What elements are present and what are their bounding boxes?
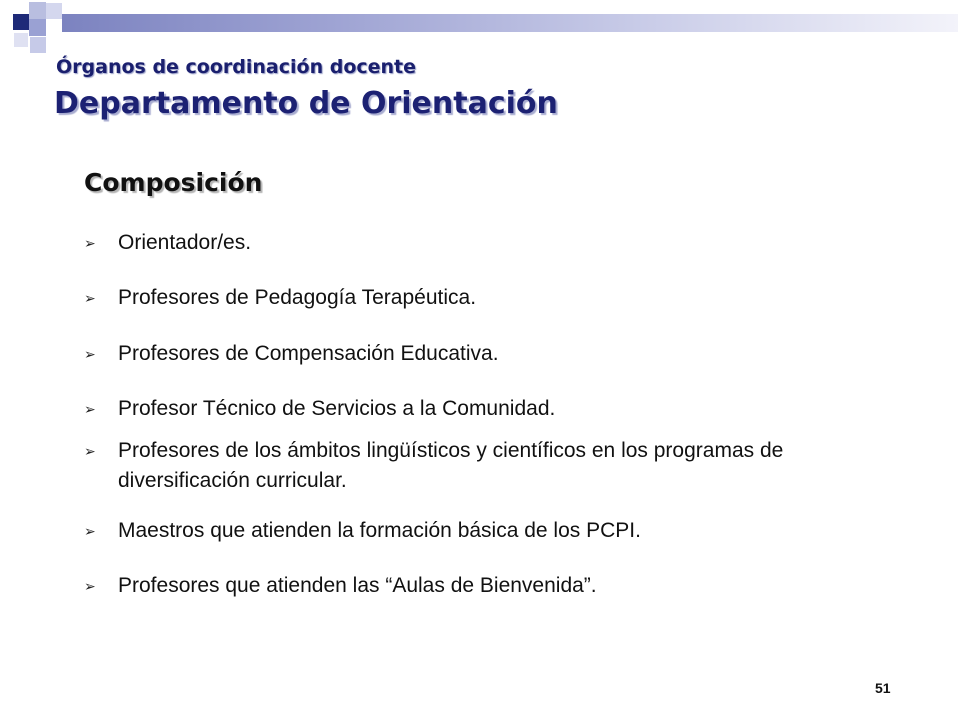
decorative-square	[13, 14, 29, 30]
arrowhead-bullet-icon: ➢	[84, 235, 96, 251]
arrowhead-bullet-icon: ➢	[84, 523, 96, 539]
list-item-text: Profesores de los ámbitos lingüísticos y científicos en los programas de diversificación curricular.	[118, 439, 784, 492]
list-item-text: Orientador/es.	[118, 231, 252, 254]
arrowhead-bullet-icon: ➢	[84, 346, 96, 362]
decorative-square	[46, 3, 62, 19]
list-item	[84, 283, 904, 313]
section-subtitle: Composición	[84, 168, 263, 197]
list-item	[84, 394, 904, 424]
list-item	[84, 436, 904, 496]
list-item	[84, 339, 904, 369]
page-number: 51	[875, 680, 891, 696]
list-item	[84, 571, 904, 601]
header-gradient-bar	[62, 14, 958, 32]
list-item-text: Profesores de Compensación Educativa.	[118, 342, 499, 365]
arrowhead-bullet-icon: ➢	[84, 578, 96, 594]
list-item-text: Profesor Técnico de Servicios a la Comunidad.	[118, 397, 556, 420]
arrowhead-bullet-icon: ➢	[84, 443, 96, 459]
slide-title: Departamento de Orientación	[54, 86, 558, 121]
decorative-square	[29, 2, 46, 19]
list-item-text: Profesores de Pedagogía Terapéutica.	[118, 286, 477, 309]
list-item-text: Maestros que atienden la formación básica de los PCPI.	[118, 519, 641, 542]
list-item	[84, 228, 904, 258]
decorative-square	[30, 37, 46, 53]
arrowhead-bullet-icon: ➢	[84, 290, 96, 306]
list-item-text: Profesores que atienden las “Aulas de Bienvenida”.	[118, 574, 597, 597]
slide-supertitle: Órganos de coordinación docente	[56, 56, 417, 78]
decorative-square	[29, 19, 46, 36]
list-item	[84, 516, 904, 546]
arrowhead-bullet-icon: ➢	[84, 401, 96, 417]
decorative-square	[14, 33, 28, 47]
